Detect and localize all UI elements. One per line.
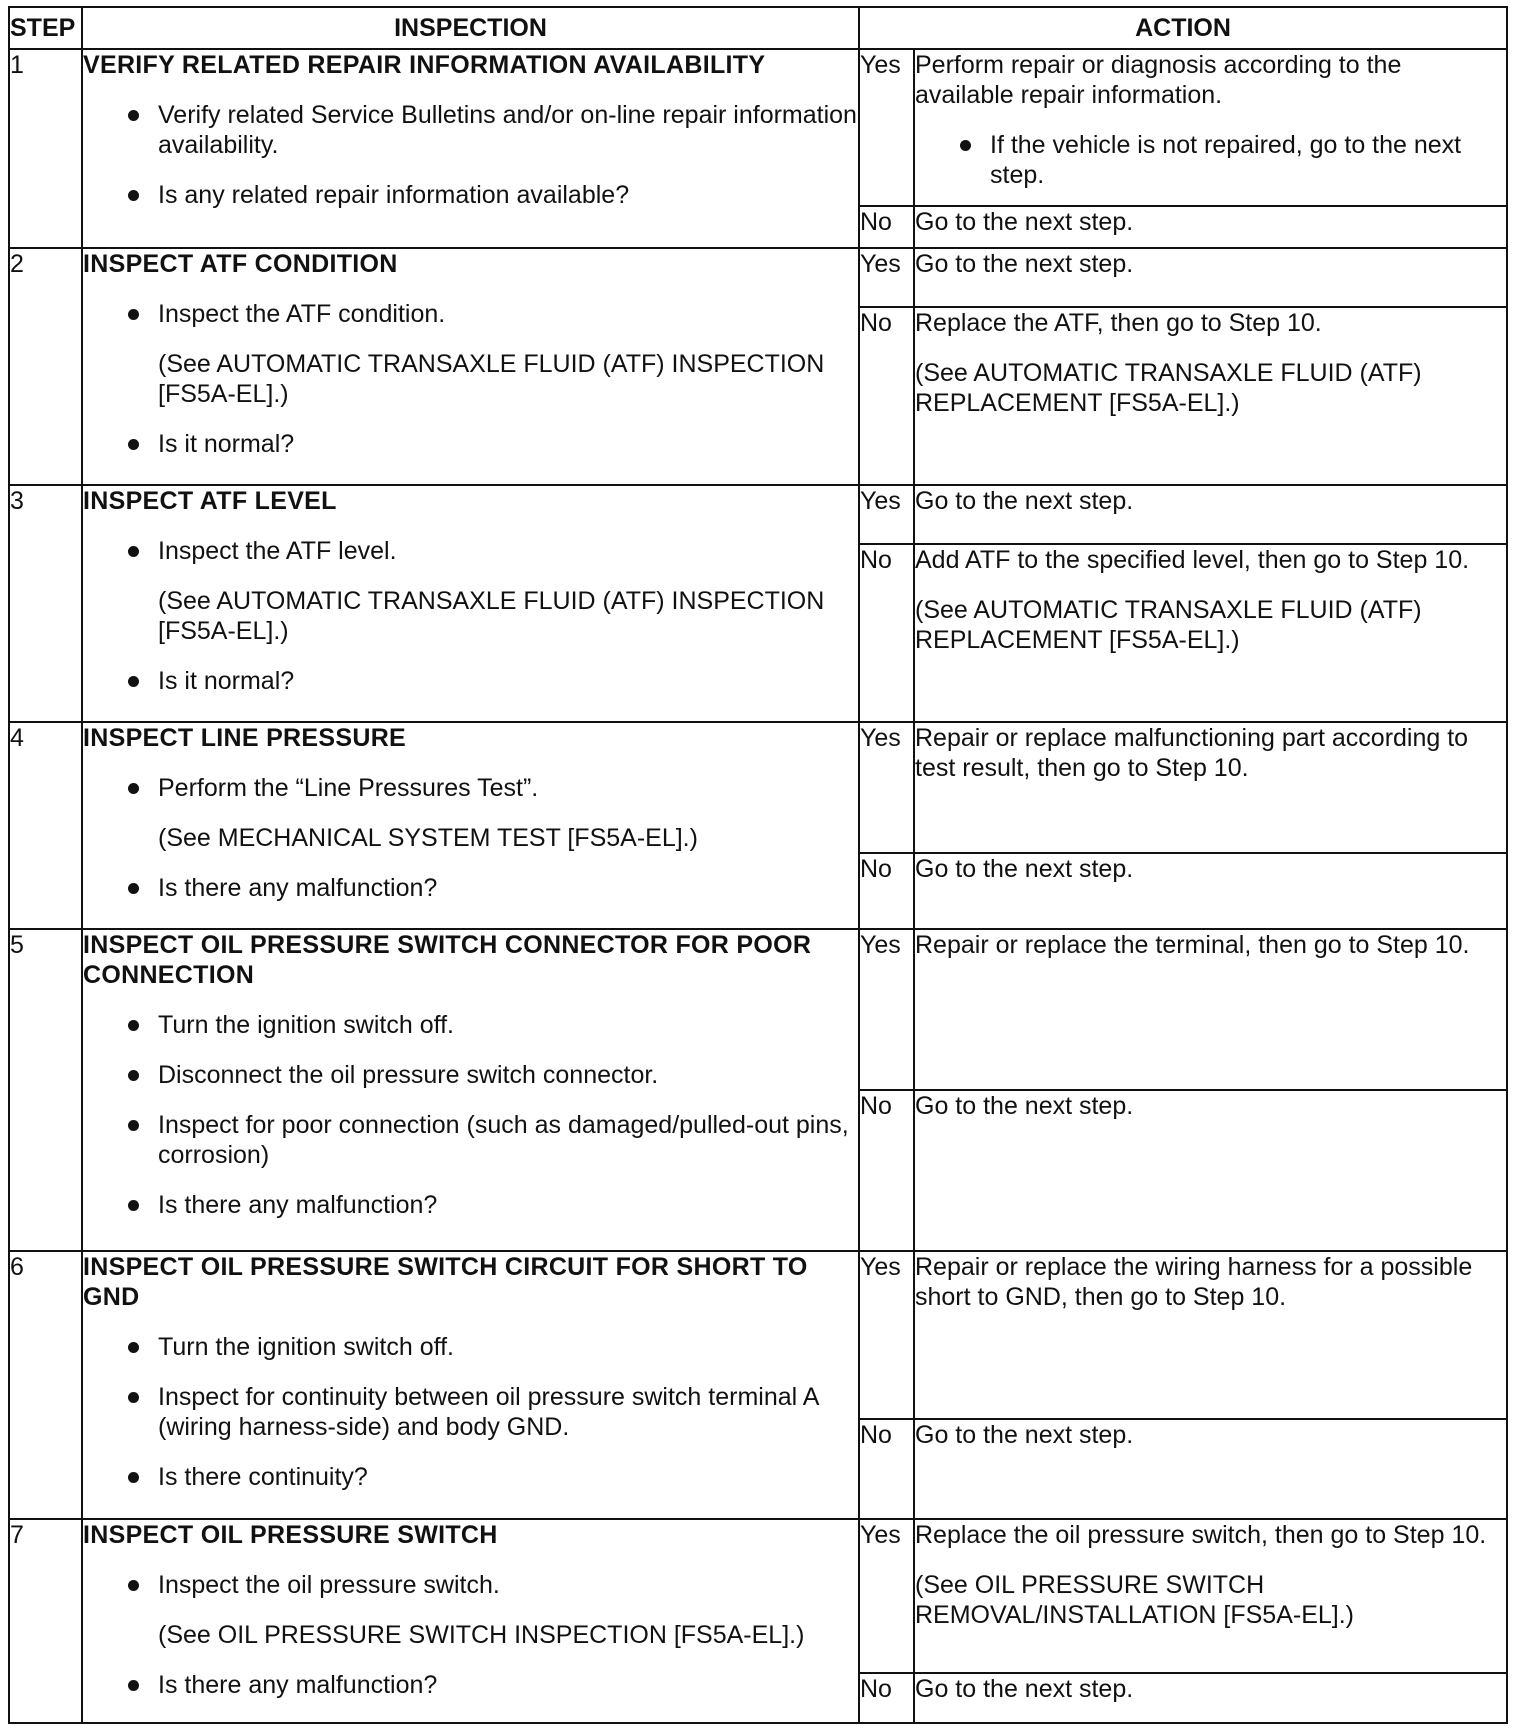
- inspection-bullet: Inspect the oil pressure switch.: [83, 1570, 858, 1600]
- step-title: INSPECT ATF LEVEL: [83, 487, 337, 515]
- step-title: INSPECT OIL PRESSURE SWITCH CIRCUIT FOR SHORT TO GND: [83, 1253, 808, 1311]
- header-row: [9, 7, 1507, 49]
- action-no: Go to the next step.: [914, 853, 1507, 929]
- step-number: 1: [9, 49, 82, 248]
- step-number: 2: [9, 248, 82, 485]
- step-number: 3: [9, 485, 82, 722]
- step-inspection: [82, 1519, 859, 1723]
- step-inspection: [82, 1251, 859, 1519]
- answer-no: No: [859, 307, 914, 485]
- diagnostic-table: [8, 6, 1508, 1724]
- answer-no: No: [859, 1673, 914, 1723]
- inspection-bullet: Turn the ignition switch off.: [83, 1010, 858, 1040]
- step-4-row: [9, 722, 1507, 853]
- action-yes: Go to the next step.: [914, 248, 1507, 307]
- inspection-bullet: Inspect for poor connection (such as damaged/pulled-out pins, corrosion): [83, 1110, 858, 1170]
- step-3-row: [9, 485, 1507, 544]
- step-number: 7: [9, 1519, 82, 1723]
- inspection-reference: (See AUTOMATIC TRANSAXLE FLUID (ATF) INSPECTION [FS5A-EL].): [158, 350, 825, 408]
- answer-no: No: [859, 544, 914, 722]
- action-no: Go to the next step.: [914, 1090, 1507, 1251]
- step-number: 6: [9, 1251, 82, 1519]
- action-yes: [914, 1519, 1507, 1673]
- inspection-bullet: Inspect for continuity between oil pressure switch terminal A (wiring harness-side) and body GND.: [83, 1382, 858, 1442]
- action-bullet: If the vehicle is not repaired, go to the next step.: [915, 130, 1506, 190]
- inspection-bullet: Perform the “Line Pressures Test”.: [83, 773, 858, 803]
- action-yes: Repair or replace the wiring harness for a possible short to GND, then go to Step 10.: [914, 1251, 1507, 1419]
- answer-yes: Yes: [859, 248, 914, 307]
- step-7-row: [9, 1519, 1507, 1673]
- inspection-bullet: Inspect the ATF condition.: [83, 299, 858, 329]
- inspection-question: Is there any malfunction?: [83, 1190, 858, 1220]
- step-5-row: [9, 929, 1507, 1090]
- answer-yes: Yes: [859, 1519, 914, 1673]
- answer-no: No: [859, 206, 914, 248]
- step-number: 5: [9, 929, 82, 1251]
- header-inspection: INSPECTION: [82, 7, 859, 49]
- inspection-question: Is there continuity?: [83, 1462, 858, 1492]
- action-text: Add ATF to the specified level, then go to Step 10.: [915, 546, 1470, 574]
- answer-no: No: [859, 1090, 914, 1251]
- inspection-question: Is it normal?: [83, 429, 858, 459]
- action-text: Replace the oil pressure switch, then go to Step 10.: [915, 1521, 1487, 1549]
- step-title: INSPECT ATF CONDITION: [83, 250, 398, 278]
- answer-yes: Yes: [859, 49, 914, 206]
- action-yes: Repair or replace the terminal, then go to Step 10.: [914, 929, 1507, 1090]
- step-title: INSPECT OIL PRESSURE SWITCH CONNECTOR FOR POOR CONNECTION: [83, 931, 812, 989]
- step-title: INSPECT OIL PRESSURE SWITCH: [83, 1521, 498, 1549]
- header-step: STEP: [9, 7, 82, 49]
- inspection-bullet: Inspect the ATF level.: [83, 536, 858, 566]
- step-title: INSPECT LINE PRESSURE: [83, 724, 407, 752]
- step-inspection: [82, 722, 859, 929]
- step-1-row: [9, 49, 1507, 206]
- step-title: VERIFY RELATED REPAIR INFORMATION AVAILABILITY: [83, 51, 766, 79]
- step-inspection: [82, 248, 859, 485]
- action-reference: (See OIL PRESSURE SWITCH REMOVAL/INSTALLATION [FS5A-EL].): [915, 1571, 1354, 1629]
- inspection-bullet: Verify related Service Bulletins and/or on-line repair information availability.: [83, 100, 858, 160]
- answer-yes: Yes: [859, 929, 914, 1090]
- inspection-bullet: Turn the ignition switch off.: [83, 1332, 858, 1362]
- answer-yes: Yes: [859, 1251, 914, 1419]
- action-no: [914, 307, 1507, 485]
- step-number: 4: [9, 722, 82, 929]
- step-inspection: [82, 49, 859, 248]
- inspection-bullet: Disconnect the oil pressure switch connector.: [83, 1060, 858, 1090]
- action-no: [914, 544, 1507, 722]
- step-6-row: [9, 1251, 1507, 1419]
- header-action: ACTION: [859, 7, 1507, 49]
- action-text: Perform repair or diagnosis according to the available repair information.: [915, 51, 1402, 109]
- inspection-reference: (See OIL PRESSURE SWITCH INSPECTION [FS5A-EL].): [158, 1621, 805, 1649]
- inspection-question: Is it normal?: [83, 666, 858, 696]
- answer-no: No: [859, 853, 914, 929]
- action-yes: Repair or replace malfunctioning part according to test result, then go to Step 10.: [914, 722, 1507, 853]
- action-no: Go to the next step.: [914, 1673, 1507, 1723]
- diagnostic-procedure: [8, 6, 1508, 1724]
- answer-yes: Yes: [859, 485, 914, 544]
- inspection-reference: (See AUTOMATIC TRANSAXLE FLUID (ATF) INSPECTION [FS5A-EL].): [158, 587, 825, 645]
- step-2-row: [9, 248, 1507, 307]
- action-reference: (See AUTOMATIC TRANSAXLE FLUID (ATF) REPLACEMENT [FS5A-EL].): [915, 596, 1422, 654]
- inspection-question: Is any related repair information available?: [83, 180, 858, 210]
- inspection-reference: (See MECHANICAL SYSTEM TEST [FS5A-EL].): [158, 824, 698, 852]
- step-inspection: [82, 929, 859, 1251]
- inspection-question: Is there any malfunction?: [83, 1670, 858, 1700]
- action-yes: Go to the next step.: [914, 485, 1507, 544]
- inspection-question: Is there any malfunction?: [83, 873, 858, 903]
- step-inspection: [82, 485, 859, 722]
- action-no: Go to the next step.: [914, 1419, 1507, 1519]
- action-yes: [914, 49, 1507, 206]
- action-text: Replace the ATF, then go to Step 10.: [915, 309, 1322, 337]
- action-reference: (See AUTOMATIC TRANSAXLE FLUID (ATF) REPLACEMENT [FS5A-EL].): [915, 359, 1422, 417]
- answer-no: No: [859, 1419, 914, 1519]
- answer-yes: Yes: [859, 722, 914, 853]
- action-no: Go to the next step.: [914, 206, 1507, 248]
